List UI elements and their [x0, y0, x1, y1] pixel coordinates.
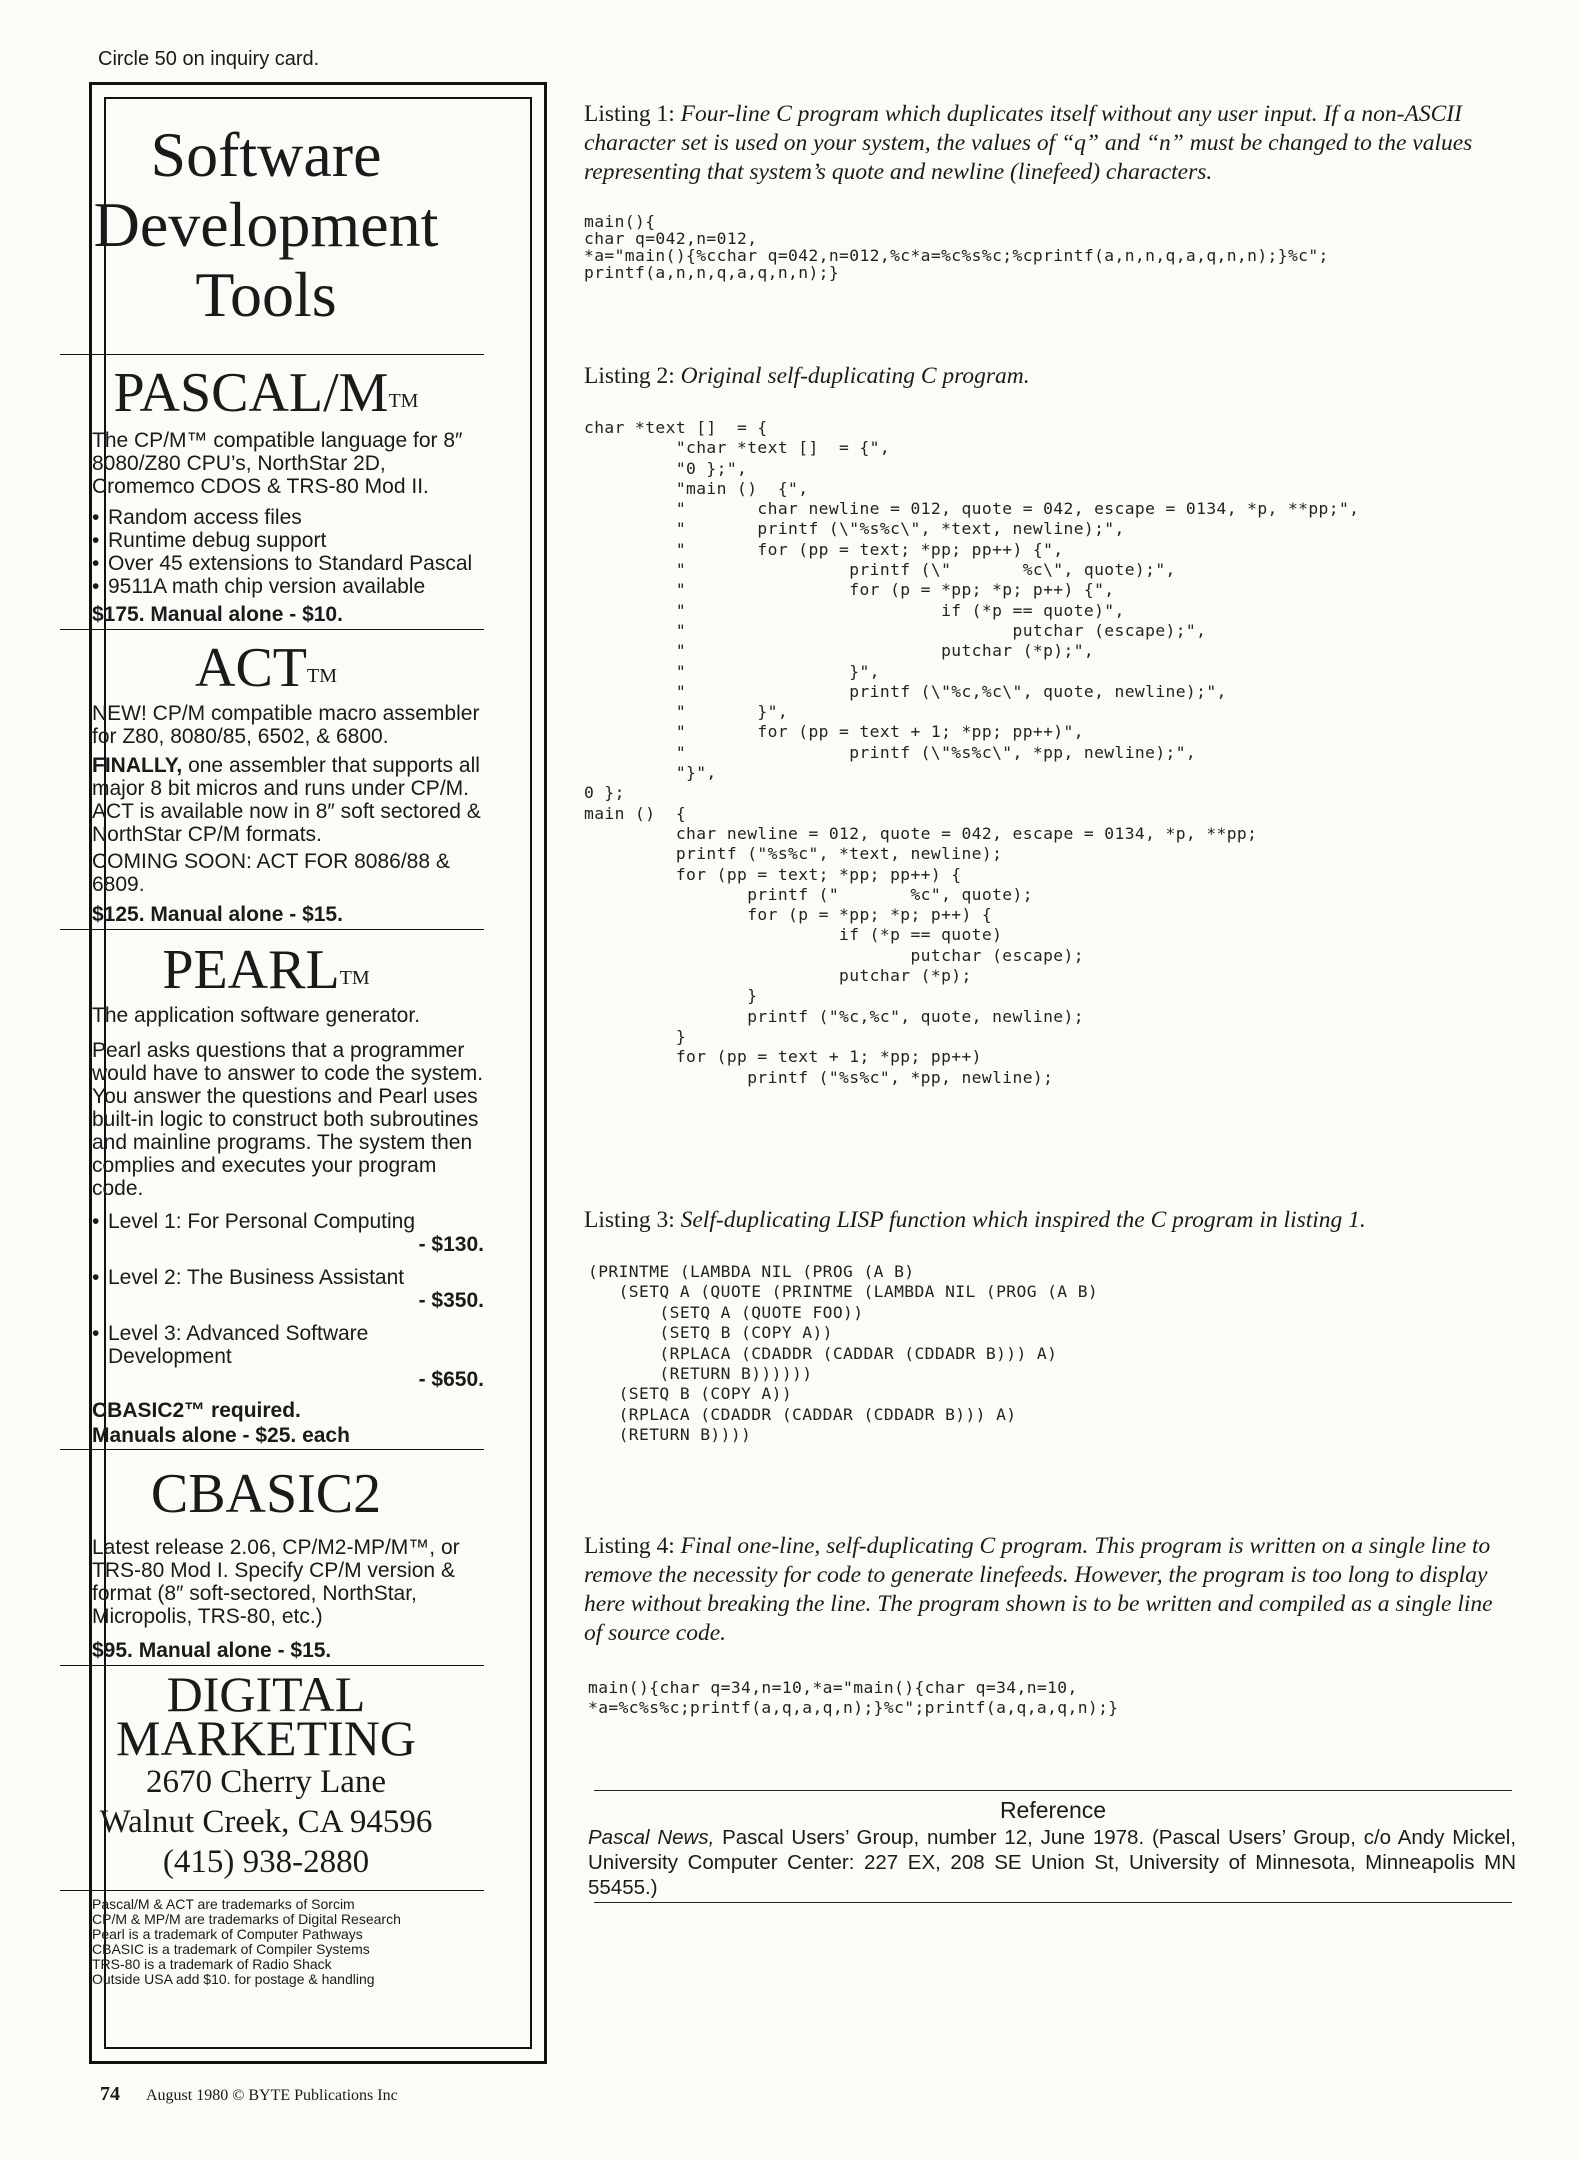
divider: [60, 929, 484, 930]
address-street: 2670 Cherry Lane: [145, 1764, 387, 1800]
headline-line: Development: [93, 189, 439, 260]
level-item: [92, 1322, 492, 1391]
page-footer: [100, 2083, 398, 2106]
trademark-line: Pascal/M & ACT are trademarks of Sorcim: [92, 1896, 355, 1912]
reference-body: [588, 1825, 1516, 1900]
trademark-line: Outside USA add $10. for postage & handling: [92, 1971, 375, 1987]
level-price: - $350.: [418, 1289, 484, 1312]
ad-headline: [42, 120, 490, 330]
pascal-price: $175. Manual alone - $10.: [92, 603, 343, 626]
pascal-name: PASCAL/M: [113, 362, 389, 424]
divider: [60, 1890, 484, 1891]
pearl-name: PEARL: [162, 939, 340, 1001]
listing-label: Listing 3:: [584, 1207, 675, 1233]
act-p3: COMING SOON: ACT FOR 8086/88 & 6809.: [92, 850, 450, 896]
act-title: [42, 638, 490, 698]
listing-caption-text: Self-duplicating LISP function which inspired the C program in listing 1.: [680, 1207, 1366, 1233]
act-name: ACT: [195, 637, 307, 699]
pearl-manuals: Manuals alone - $25. each: [92, 1424, 350, 1447]
cbasic-title: CBASIC2: [150, 1463, 382, 1525]
feature-item: • Random access files: [92, 506, 492, 529]
listing-label: Listing 2:: [584, 363, 675, 389]
issue-line: August 1980 © BYTE Publications Inc: [146, 2087, 398, 2104]
act-p2: [92, 754, 492, 846]
listing-1-code: main(){ char q=042,n=012, *a="main(){%cchar q=042,n=012,%c*a=%c%s%c;%cprintf(a,n,n,q,a,q,n,n);}%c"; printf(a,n,n,q,a,q,n,n);}: [584, 212, 1329, 282]
listing-caption-text: Original self-duplicating C program.: [680, 363, 1030, 389]
tm-mark: TM: [388, 390, 419, 412]
listing-3-code: (PRINTME (LAMBDA NIL (PROG (A B) (SETQ A (QUOTE (PRINTME (LAMBDA NIL (PROG (A B) (SETQ A (QUOTE FOO)) (SETQ B (COPY A)) (RPLACA (CDADDR (CADDAR (CDDADR B))) A) (RETURN B)))))) (SETQ B (COPY A)) (RPLACA (CDADDR (CADDAR (CDDADR B))) A) (RETURN B)))): [588, 1262, 1099, 1445]
divider: [60, 354, 484, 355]
address-city: Walnut Creek, CA 94596: [99, 1804, 433, 1840]
level-name: Level 3: Advanced Software Development: [108, 1322, 369, 1368]
inquiry-note: Circle 50 on inquiry card.: [98, 48, 320, 70]
company-name-line: DIGITAL: [166, 1666, 366, 1722]
listing-caption-text: Final one-line, self-duplicating C program. This program is written on a single line to remove the necessity for code to generate linefeeds. However, the program is too long to display here without breaking the line. The program shown is to be written and compiled as a single line of source code.: [584, 1533, 1493, 1646]
cbasic-price: $95. Manual alone - $15.: [92, 1639, 332, 1662]
company-address: [42, 1762, 490, 1882]
tm-mark: TM: [307, 665, 337, 687]
act-finally: FINALLY,: [92, 754, 183, 777]
listing-4-code: main(){char q=34,n=10,*a="main(){char q=34,n=10, *a=%c%s%c;printf(a,q,a,q,n);}%c";printf(a,q,a,q,n);}: [588, 1678, 1119, 1717]
listing-1-caption: [584, 100, 1512, 187]
pascal-desc: The CP/M™ compatible language for 8″ 8080/Z80 CPU’s, NorthStar 2D, Cromemco CDOS & TRS-80 Mod II.: [92, 429, 463, 498]
level-item: [92, 1266, 492, 1312]
pascal-title: [42, 363, 490, 423]
company-name: [42, 1666, 490, 1766]
trademark-line: CBASIC is a trademark of Compiler Systems: [92, 1941, 370, 1957]
act-p1: NEW! CP/M compatible macro assembler for Z80, 8080/85, 6502, & 6800.: [92, 702, 480, 748]
pearl-p2: Pearl asks questions that a programmer would have to answer to code the system. You answer the questions and Pearl uses built-in logic to construct both subroutines and mainline programs. The system then complies and executes your program code.: [92, 1039, 484, 1200]
company-name-line: MARKETING: [116, 1710, 416, 1766]
listing-caption-text: Four-line C program which duplicates itself without any user input. If a non-ASCII character set is used on your system, the values of “q” and “n” must be changed to the values representing that system’s quote and newline (linefeed) characters.: [584, 101, 1473, 185]
pearl-title: [42, 940, 490, 1000]
divider: [60, 629, 484, 630]
pearl-p1: The application software generator.: [92, 1004, 421, 1027]
level-item: [92, 1210, 492, 1256]
listing-4-caption: [584, 1532, 1512, 1648]
tm-mark: TM: [339, 967, 370, 989]
feature-item: • Over 45 extensions to Standard Pascal: [92, 552, 492, 575]
reference-bottom-rule: [594, 1902, 1512, 1903]
listing-2-caption: [584, 362, 1512, 391]
headline-line: Tools: [195, 259, 337, 330]
act-p2-text: one assembler that supports all major 8 bit micros and runs under CP/M. ACT is available now in 8″ soft sectored & NorthStar CP/M formats.: [92, 754, 481, 846]
feature-item: • Runtime debug support: [92, 529, 492, 552]
listing-label: Listing 1:: [584, 101, 675, 127]
reference-source: Pascal News,: [588, 1826, 715, 1849]
level-price: - $130.: [418, 1233, 484, 1256]
cbasic-desc: Latest release 2.06, CP/M2-MP/M™, or TRS-80 Mod I. Specify CP/M version & format (8″ soft-sectored, NorthStar, Micropolis, TRS-80, etc.): [92, 1536, 460, 1628]
listing-2-code: char *text [] = { "char *text [] = {", "0 };", "main () {", " char newline = 012, quote = 042, escape = 0134, *p, **pp;", " printf (\"%s%c\", *text, newline);", " for (pp = text; *pp; pp++) {", " printf (\" %c\", quote);", " for (p = *pp; *p; p++) {", " if (*p == quote)", " putchar (escape);", " putchar (*p);", " }", " printf (\"%c,%c\", quote, newline);", " }", " for (pp = text + 1; *pp; pp++)", " printf (\"%s%c\", *pp, newline);", "}", 0 }; main () { char newline = 012, quote = 042, escape = 0134, *p, **pp; printf ("%s%c", *text, newline); for (pp = text; *pp; pp++) { printf (" %c", quote); for (p = *pp; *p; p++) { if (*p == quote) putchar (escape); putchar (*p); } printf ("%c,%c", quote, newline); } for (pp = text + 1; *pp; pp++) printf ("%s%c", *pp, newline);: [584, 418, 1360, 1087]
listing-3-caption: [584, 1206, 1512, 1235]
pearl-levels: [42, 1210, 492, 1391]
feature-item: • 9511A math chip version available: [92, 575, 492, 598]
advertisement: [42, 98, 490, 1987]
trademark-notes: [92, 1897, 502, 1987]
reference-text: Pascal Users’ Group, number 12, June 1978. (Pascal Users’ Group, c/o Andy Mickel, University Computer Center: 227 EX, 208 SE Union St, University of Minnesota, Minneapolis MN 55455.): [588, 1826, 1517, 1899]
level-name: Level 2: The Business Assistant: [108, 1266, 405, 1289]
trademark-line: TRS-80 is a trademark of Radio Shack: [92, 1956, 332, 1972]
pearl-requirement: CBASIC2™ required.: [92, 1399, 301, 1422]
divider: [60, 1449, 484, 1450]
level-price: - $650.: [418, 1368, 484, 1391]
trademark-line: Pearl is a trademark of Computer Pathways: [92, 1926, 363, 1942]
reference-top-rule: [594, 1790, 1512, 1791]
company-phone: (415) 938-2880: [162, 1844, 370, 1880]
trademark-line: CP/M & MP/M are trademarks of Digital Research: [92, 1911, 401, 1927]
headline-line: Software: [150, 119, 382, 190]
pascal-features: [42, 506, 492, 598]
reference-title: Reference: [999, 1797, 1107, 1823]
level-name: Level 1: For Personal Computing: [108, 1210, 415, 1233]
act-price: $125. Manual alone - $15.: [92, 903, 343, 926]
listing-label: Listing 4:: [584, 1533, 675, 1559]
page-number: 74: [100, 2083, 120, 2105]
